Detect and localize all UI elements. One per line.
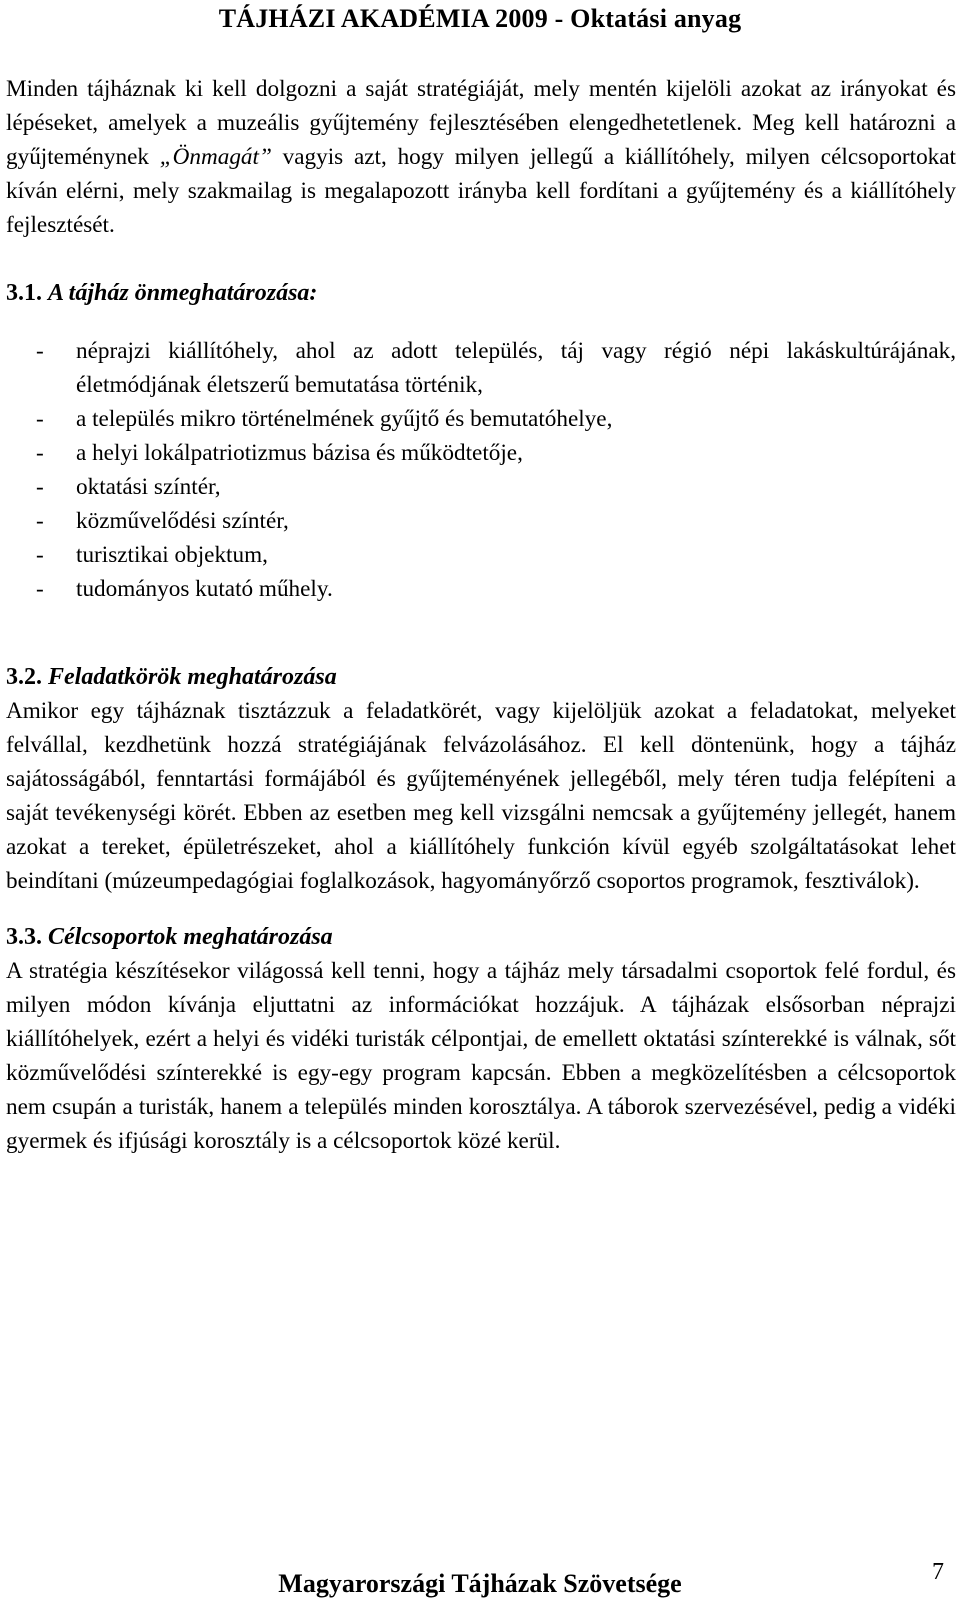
list-bullet: - [36,406,44,432]
section-3-2-paragraph: Amikor egy tájháznak tisztázzuk a feladatkörét, vagy kijelöljük azokat a feladatokat, melyeket felvállal, kezdhetünk hozzá stratégiájának felvázolásához. El kell döntenünk, hogy a tájház sajátosságából, fenntartási formájából és gyűjteményének jellegéből, mely téren tudja felépíteni a saját tevékenységi körét. Ebben az esetben meg kell vizsgálni nemcsak a gyűjtemény jellegét, hanem azokat a tereket, épületrészeket, ahol a kiállítóhely funkción kívül egyéb szolgáltatásokat lehet beindítani (múzeumpedagógiai foglalkozások, hagyományőrző csoportos programok, fesztiválok). [6,698,956,894]
intro-emphasis: „Önmagát” [159,144,272,170]
list-bullet: - [36,542,44,568]
footer-organization: Magyarországi Tájházak Szövetsége [278,1569,682,1598]
intro-paragraph [6,72,956,242]
list-bullet: - [36,338,44,364]
section-3-1-heading [6,276,956,310]
list-bullet: - [36,576,44,602]
list-item: - néprajzi kiállítóhely, ahol az adott település, táj vagy régió népi lakáskultúrájának, életmódjának életszerű bemutatása történik, [6,334,956,402]
section-3-2-heading [6,660,956,694]
section-3-2-number: 3.2. [6,664,42,690]
document-body [6,72,956,1158]
intro-text-start: Minden tájháznak ki kell dolgozni a saját stratégiáját, mely mentén kijelöli azokat az irányokat és lépéseket, amelyek a muzeális gyűjtemény fejlesztésében elengedhetetlenek. Meg kell határozni a gyűjteménynek [6,76,956,170]
page-number: 7 [932,1559,944,1585]
page-footer [0,1569,960,1599]
list-bullet: - [36,474,44,500]
list-item: - tudományos kutató műhely. [6,572,956,606]
list-item: - oktatási színtér, [6,470,956,504]
section-3-3-number: 3.3. [6,924,42,950]
list-item: - közművelődési színtér, [6,504,956,538]
page-header [0,4,960,34]
header-title: TÁJHÁZI AKADÉMIA 2009 - Oktatási anyag [218,4,742,33]
section-3-1-number: 3.1. [6,280,42,306]
definition-list [6,334,956,606]
section-3-3-heading [6,920,956,954]
list-bullet: - [36,440,44,466]
section-3-1-title: A tájház önmeghatározása: [48,280,318,306]
section-3-3-title: Célcsoportok meghatározása [48,924,333,950]
list-item: - a település mikro történelmének gyűjtő és bemutatóhelye, [6,402,956,436]
section-3-3-paragraph: A stratégia készítésekor világossá kell tenni, hogy a tájház mely társadalmi csoportok felé fordul, és milyen módon kívánja eljuttatni az információkat hozzájuk. A tájházak elsősorban néprajzi kiállítóhelyek, ezért a helyi és vidéki turisták célpontjai, de emellett oktatási színterekké is válnak, sőt közművelődési színterekké is egy-egy program kapcsán. Ebben a megközelítésben a célcsoportok nem csupán a turisták, hanem a település minden korosztálya. A táborok szervezésével, pedig a vidéki gyermek és ifjúsági korosztály is a célcsoportok közé kerül. [6,958,956,1154]
list-item: - a helyi lokálpatriotizmus bázisa és működtetője, [6,436,956,470]
intro-text-end: vagyis azt, hogy milyen jellegű a kiállítóhely, milyen célcsoportokat kíván elérni, mely szakmailag is megalapozott irányba kell fordítani a gyűjtemény és a kiállítóhely fejlesztését. [6,144,956,238]
list-item: - turisztikai objektum, [6,538,956,572]
section-3-2-title: Feladatkörök meghatározása [48,664,337,690]
list-bullet: - [36,508,44,534]
